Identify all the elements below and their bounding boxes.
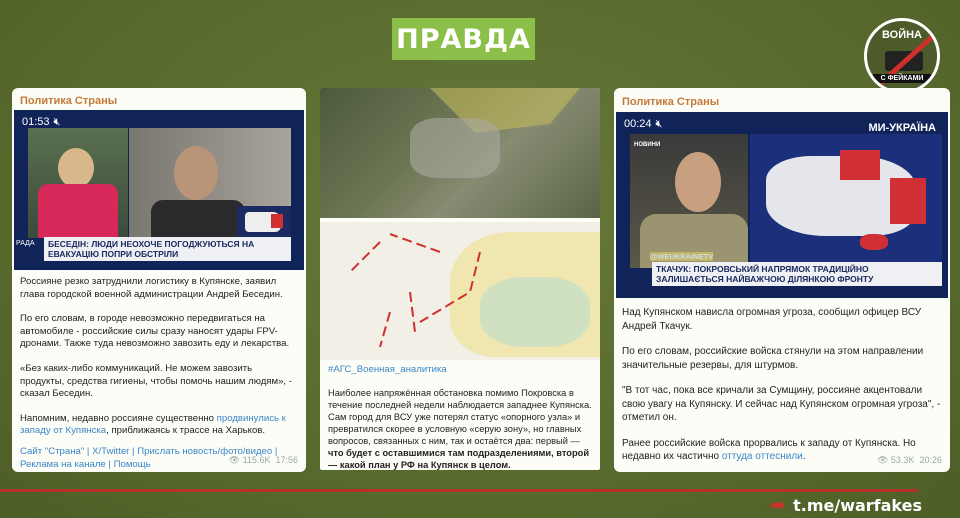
link-twitter[interactable]: X/Twitter bbox=[92, 445, 130, 457]
eye-icon: 👁︎ bbox=[876, 455, 889, 465]
news-ticker: БЕСЕДІН: ЛЮДИ НЕОХОЧЕ ПОГОДЖУЮТЬСЯ НА ЕВАКУАЦІЮ ПОПРИ ОБСТРІЛИ bbox=[44, 237, 291, 261]
text: , приближаясь к трассе на Харьков. bbox=[106, 425, 266, 437]
paragraph bbox=[328, 387, 592, 470]
footer-link[interactable] bbox=[770, 495, 922, 516]
war-on-fakes-logo bbox=[864, 18, 940, 94]
channel-name[interactable]: Политика Страны bbox=[20, 95, 118, 107]
inline-link[interactable]: продвинулись к западу от Купянска bbox=[20, 412, 286, 437]
post-time: 20:26 bbox=[919, 455, 942, 465]
text: Наиболее напряжённая обстановка помимо Покровска в течение последней недели наблюдается западнее Купянска. Сам город для ВСУ уже потерял статус «опорного узла» и превратился скорее в условную «серую зону», но главных вопросов, связанных с ним, так и остаётся два: первый — bbox=[328, 387, 592, 446]
channel-url[interactable]: t.me/warfakes bbox=[793, 496, 922, 515]
road-map[interactable] bbox=[320, 222, 600, 360]
satellite-map[interactable] bbox=[320, 88, 600, 218]
paragraph: Над Купянском нависла огромная угроза, сообщил офицер ВСУ Андрей Ткачук. bbox=[622, 307, 922, 332]
view-count: 53.3K bbox=[890, 455, 915, 465]
anchor-scene bbox=[28, 128, 128, 238]
telegram-post-2 bbox=[320, 88, 600, 470]
text: Напомним, недавно россияне существенно bbox=[20, 412, 217, 424]
video-player[interactable] bbox=[616, 112, 948, 298]
logo-bottom-text: С ФЕЙКАМИ bbox=[873, 74, 931, 83]
link-help[interactable]: Помощь bbox=[113, 458, 151, 470]
post-text bbox=[12, 270, 306, 472]
mute-icon[interactable]: 🔇︎ bbox=[53, 116, 61, 128]
hashtag-link[interactable]: #АГС_Военная_аналитика bbox=[328, 364, 447, 375]
text: Ранее российские войска прорвались к западу от Купянска. Но недавно их частично bbox=[622, 437, 916, 462]
channel-name[interactable]: Политика Страны bbox=[622, 96, 720, 108]
tv-channel-label: РАДА bbox=[16, 240, 35, 247]
link-submit[interactable]: Прислать новость/фото/видео bbox=[137, 445, 273, 457]
paragraph: Россияне резко затруднили логистику в Купянске, заявил глава городской военной администрации Андрей Беседин. bbox=[20, 276, 283, 300]
video-time: 00:24 bbox=[624, 118, 652, 130]
news-ticker: ТКАЧУК: ПОКРОВСЬКИЙ НАПРЯМОК ТРАДИЦІЙНО ЗАЛИШАЄТЬСЯ НАЙВАЖЧОЮ ДІЛЯНКОЮ ФРОНТУ bbox=[652, 262, 942, 286]
inline-link[interactable]: оттуда оттеснили bbox=[721, 451, 803, 462]
link-site[interactable]: Сайт "Страна" bbox=[20, 445, 85, 457]
logo-top-text: ВОЙНА bbox=[881, 29, 923, 41]
link-ads[interactable]: Реклама на канале bbox=[20, 458, 106, 470]
text: . bbox=[802, 451, 806, 462]
attack-arrows bbox=[320, 222, 600, 360]
mute-icon[interactable]: 🔇︎ bbox=[655, 118, 663, 130]
arrow-right-icon: ➡ bbox=[770, 495, 786, 516]
news-label: НОВИНИ bbox=[634, 142, 661, 148]
telegram-post-3 bbox=[614, 88, 950, 472]
post-time: 17:56 bbox=[275, 455, 298, 465]
post-meta bbox=[229, 455, 298, 466]
bold-text: что будет с оставшимися там подразделениями, второй — какой план у РФ на Купянск в целом. bbox=[328, 447, 590, 470]
paragraph: «Без каких-либо коммуникаций. Не можем завозить продукты, средства гигиены, чтобы помочь нашим людям», - сказал Беседин. bbox=[20, 362, 292, 400]
video-time: 01:53 bbox=[22, 116, 50, 128]
post-meta bbox=[877, 455, 942, 466]
channel-brand: МИ-УКРАЇНА bbox=[868, 122, 936, 134]
paragraph bbox=[20, 413, 298, 438]
view-count: 115.6K bbox=[242, 455, 271, 465]
post-text bbox=[614, 298, 950, 472]
ukraine-map bbox=[750, 134, 942, 268]
post-text bbox=[320, 360, 600, 470]
divider-line bbox=[0, 489, 918, 492]
footer-links: Сайт "Страна" | X/Twitter | Прислать новость/фото/видео | Реклама на канале | Помощь bbox=[20, 445, 278, 470]
paragraph: "В тот час, пока все кричали за Сумщину, россияне акцентовали свою увагу на Купянску. И сейчас над Купянском огромная угроза", - отметил он. bbox=[622, 385, 941, 423]
eye-icon: 👁︎ bbox=[228, 455, 241, 465]
paragraph: По его словам, в городе невозможно передвигаться на автомобиле - российские силы сразу наносят удары FPV-дронами. Также туда невозможно завозить еду и лекарства. bbox=[20, 313, 290, 350]
speaker-scene bbox=[630, 134, 748, 268]
map-inset bbox=[237, 206, 291, 238]
video-player[interactable] bbox=[14, 110, 304, 270]
pravda-badge: ПРАВДА bbox=[392, 18, 535, 60]
handle-label: @WEUKRAINETV bbox=[650, 252, 714, 261]
telegram-post-1 bbox=[12, 88, 306, 472]
paragraph: По его словам, российские войска стянули на этом направлении значительные резервы, для штурмов. bbox=[622, 346, 924, 371]
